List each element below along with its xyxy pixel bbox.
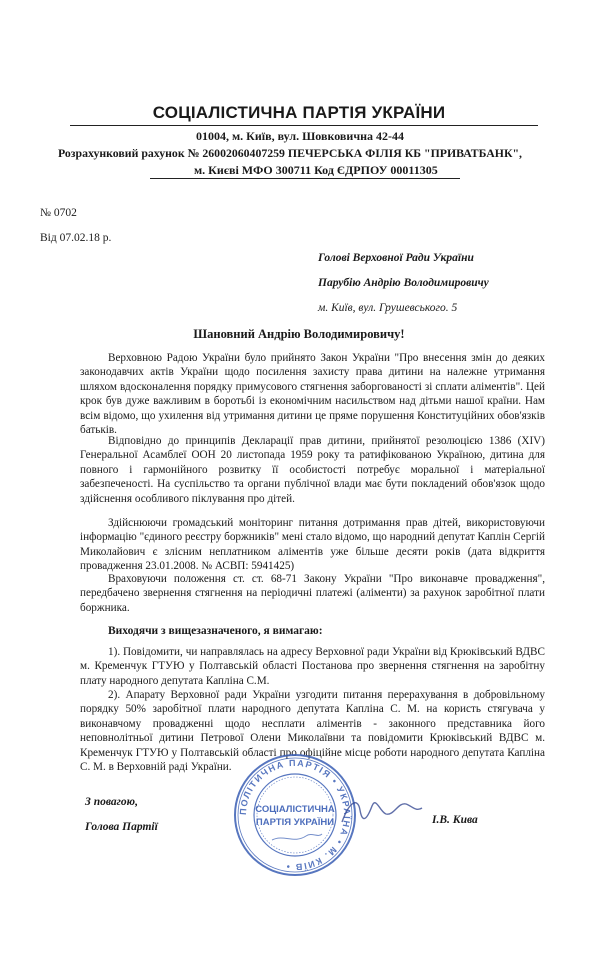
handwritten-signature: [336, 792, 426, 832]
svg-text:ПОЛІТИЧНА ПАРТІЯ • УКРАЇНА • М: [238, 758, 352, 872]
addressee-name: Парубію Андрію Володимировичу: [318, 277, 489, 289]
demands-heading: Виходячи з вищезазначеного, я вимагаю:: [108, 625, 323, 637]
paragraph-2: Відповідно до принципів Декларації прав дитини, прийнятої резолюцією 1386 (XIV) Генеральної Асамблеї ООН 20 листопада 1959 року та ратифікованою Україною, дитина для повного і гармонійного розвитку її особистості потребує моральної і матеріальної забезпеченості. На суспільство та органи публічної влади має бути покладений обов'язок щодо здійснення особливого піклування про дітей.: [80, 435, 545, 505]
stamp-center-line1: СОЦІАЛІСТИЧНА: [255, 804, 335, 815]
account-line: Розрахунковий рахунок № 26002060407259 ПЕЧЕРСЬКА ФІЛІЯ КБ "ПРИВАТБАНК",: [58, 146, 523, 160]
paragraph-3: Здійснюючи громадський моніторинг питання дотримання прав дітей, використовуючи інформацію "єдиного реєстру боржників" мені стало відомо, що народний депутат Каплін Сергій Миколайович є злісним неплатником аліментів уже більше десяти років (дата відкриття провадження 23.01.2008. № АСВП: 5941425): [80, 517, 545, 573]
stamp-inner-scribble: [272, 834, 322, 840]
signature-closing: З повагою,: [85, 796, 138, 808]
signature-name: І.В. Кива: [432, 814, 478, 826]
stamp-ring-text: ПОЛІТИЧНА ПАРТІЯ • УКРАЇНА • М. КИЇВ •: [237, 757, 353, 873]
paragraph-1: Верховною Радою України було прийнято Закон України "Про внесення змін до деяких законодавчих актів України щодо посилення захисту права дитини на належне утримання шляхом вдосконалення порядку примусового стягнення заборгованості зі сплати аліментів". Цей крок був дуже важливим в боротьбі із економічним насильством над дітьми нашої країни. Нам всім відомо, що ухилення від утримання дитини це пряме порушення Конституційних обов'язків батьків.: [80, 352, 545, 437]
addressee-position: Голові Верховної Ради України: [318, 252, 474, 264]
document-date: Від 07.02.18 р.: [40, 232, 112, 244]
paragraph-4: Враховуючи положення ст. ст. 68-71 Закону України "Про виконавче провадження", передбачено звернення стягнення на періодичні платежі (аліменти) за рахунок заробітної плати боржника.: [80, 573, 545, 614]
header-underline: [150, 178, 460, 179]
demand-1: 1). Повідомити, чи направлялась на адресу Верховної ради України від Крюківський ВДВС м. Кременчук ГТУЮ у Полтавській області Постанова про звернення стягнення на заробітну плату народного депутата Капліна С.М.: [80, 646, 545, 687]
signature-position: Голова Партії: [85, 821, 158, 833]
salutation: Шановний Андрію Володимировичу!: [193, 327, 405, 341]
demand-2: 2). Апарату Верховної ради України узгодити питання перерахування в добровільному порядку 50% заробітної плати народного депутата Капліна С. М. на користь стягувача у виконавчому провадженні щодо несплати аліментів - законного представника його неповнолітньої дитини Петрової Олени Миколаївни та повідомити Крюківський ВДВС м. Кременчук ГТУЮ у Полтавській області про офіційне місце роботи народного депутата Капліна С. М. в Верховній раді України.: [80, 689, 545, 774]
party-name: СОЦІАЛІСТИЧНА ПАРТІЯ УКРАЇНИ: [152, 103, 446, 122]
bank-line: м. Києві МФО 300711 Код ЄДРПОУ 00011305: [194, 163, 438, 177]
header-divider: [70, 125, 538, 126]
addressee-address: м. Київ, вул. Грушевського. 5: [318, 302, 458, 314]
address-line: 01004, м. Київ, вул. Шовковична 42-44: [196, 129, 404, 143]
stamp-center-line2: ПАРТІЯ УКРАЇНИ: [255, 817, 335, 828]
document-number: № 0702: [40, 207, 77, 219]
